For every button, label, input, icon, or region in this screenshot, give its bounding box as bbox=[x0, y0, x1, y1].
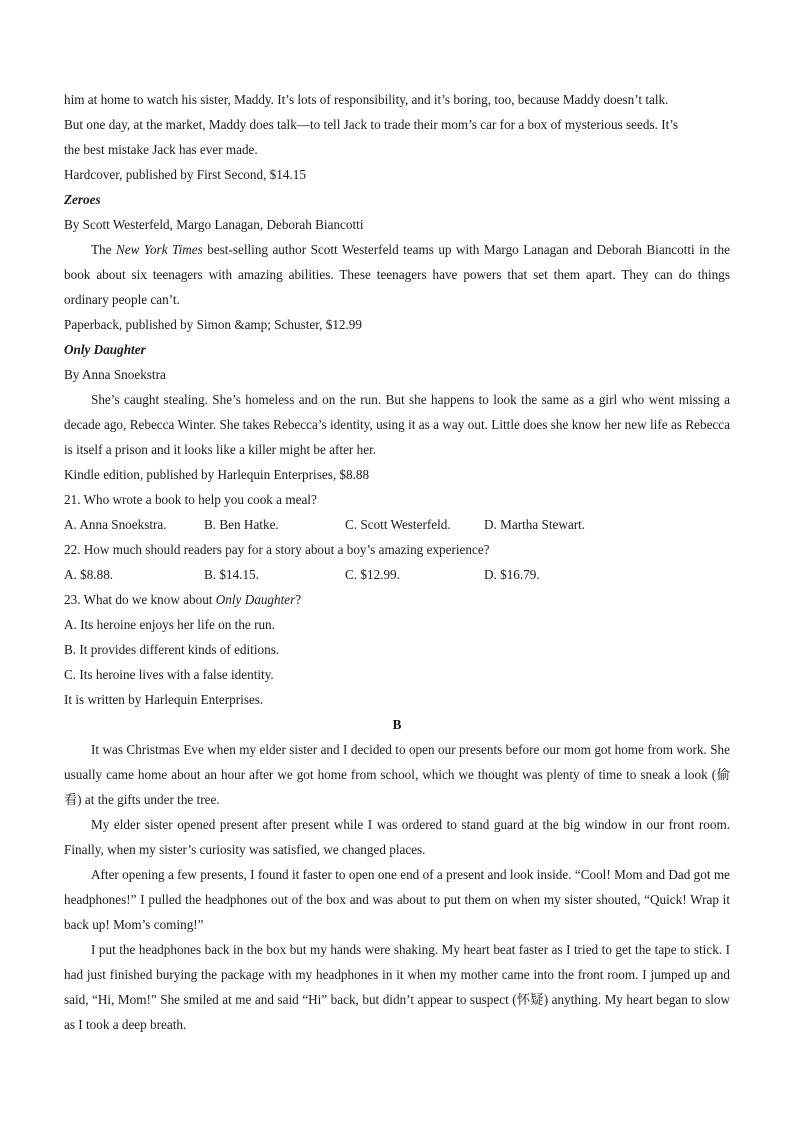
question-23-book-title: Only Daughter bbox=[215, 592, 296, 607]
description-text-rest: best-selling author Scott Westerfeld teams up with Margo Lanagan and Deborah Biancotti in the book about six teenagers with amazing abilities. These teenagers have powers that set them apart. They can do things ordinary people can’t. bbox=[64, 242, 730, 307]
book-authors-zeroes: By Scott Westerfeld, Margo Lanagan, Deborah Biancotti bbox=[64, 217, 364, 232]
intro-line-2: But one day, at the market, Maddy does talk—to tell Jack to trade their mom’s car for a box of mysterious seeds. It’s bbox=[64, 117, 679, 132]
question-21-option-d: D. Martha Stewart. bbox=[484, 517, 586, 532]
question-22-option-d: D. $16.79. bbox=[484, 567, 540, 582]
intro-line-3: the best mistake Jack has ever made. bbox=[64, 142, 258, 157]
question-23-option-a: A. Its heroine enjoys her life on the run. bbox=[64, 617, 275, 632]
question-21-option-c: C. Scott Westerfeld. bbox=[345, 517, 451, 532]
newspaper-name: New York Times bbox=[115, 242, 203, 257]
question-23-option-b: B. It provides different kinds of editions. bbox=[64, 642, 280, 657]
question-23-stem bbox=[64, 587, 730, 612]
book-author-only-daughter: By Anna Snoekstra bbox=[64, 367, 166, 382]
question-23-stem-start: 23. What do we know about bbox=[64, 592, 216, 607]
question-23-option-c: C. Its heroine lives with a false identity. bbox=[64, 667, 274, 682]
book-edition-only-daughter: Kindle edition, published by Harlequin Enterprises, $8.88 bbox=[64, 467, 370, 482]
book-title-zeroes: Zeroes bbox=[64, 192, 101, 207]
question-21-option-a: A. Anna Snoekstra. bbox=[64, 517, 167, 532]
question-23-stem-end: ? bbox=[295, 592, 302, 607]
question-22-options bbox=[64, 562, 730, 587]
intro-line-1: him at home to watch his sister, Maddy. It’s lots of responsibility, and it’s boring, too, because Maddy doesn’t talk. bbox=[64, 92, 669, 107]
section-b-paragraph-1: It was Christmas Eve when my elder sister and I decided to open our presents before our mom got home from work. She usually came home about an hour after we got home from school, which we thought was plenty of time to sneak a look (偷看) at the gifts under the tree. bbox=[64, 742, 730, 807]
book-description-only-daughter: She’s caught stealing. She’s homeless and on the run. But she happens to look the same as a girl who went missing a decade ago, Rebecca Winter. She takes Rebecca’s identity, using it as a way out. Little does she know her new life as Rebecca is itself a prison and it looks like a killer might be after her. bbox=[64, 392, 730, 457]
book-description-zeroes bbox=[64, 237, 730, 312]
document-page bbox=[64, 87, 730, 1037]
book-title-only-daughter: Only Daughter bbox=[64, 342, 146, 357]
question-22-option-a: A. $8.88. bbox=[64, 567, 114, 582]
intro-edition: Hardcover, published by First Second, $14.15 bbox=[64, 167, 306, 182]
section-b-paragraph-2: My elder sister opened present after present while I was ordered to stand guard at the big window in our front room. Finally, when my sister’s curiosity was satisfied, we changed places. bbox=[64, 817, 730, 857]
question-22-option-c: C. $12.99. bbox=[345, 567, 400, 582]
description-text-start: The bbox=[91, 242, 116, 257]
question-21-stem: 21. Who wrote a book to help you cook a meal? bbox=[64, 492, 317, 507]
question-22-stem: 22. How much should readers pay for a story about a boy’s amazing experience? bbox=[64, 542, 490, 557]
question-23-option-d: It is written by Harlequin Enterprises. bbox=[64, 692, 264, 707]
section-b-paragraph-4: I put the headphones back in the box but my hands were shaking. My heart beat faster as I tried to get the tape to stick. I had just finished burying the package with my headphones in it when my mother came into the front room. I jumped up and said, “Hi, Mom!” She smiled at me and said “Hi” back, but didn’t appear to suspect (怀疑) anything. My heart began to slow as I took a deep breath. bbox=[64, 942, 730, 1032]
question-22-option-b: B. $14.15. bbox=[204, 567, 259, 582]
question-21-options bbox=[64, 512, 730, 537]
book-edition-zeroes: Paperback, published by Simon &amp; Schuster, $12.99 bbox=[64, 317, 362, 332]
question-21-option-b: B. Ben Hatke. bbox=[204, 517, 279, 532]
section-b-paragraph-3: After opening a few presents, I found it faster to open one end of a present and look inside. “Cool! Mom and Dad got me headphones!” I pulled the headphones out of the box and was about to put them on when my sister shouted, “Quick! Wrap it back up! Mom’s coming!” bbox=[64, 867, 730, 932]
section-b-heading: B bbox=[392, 717, 402, 732]
